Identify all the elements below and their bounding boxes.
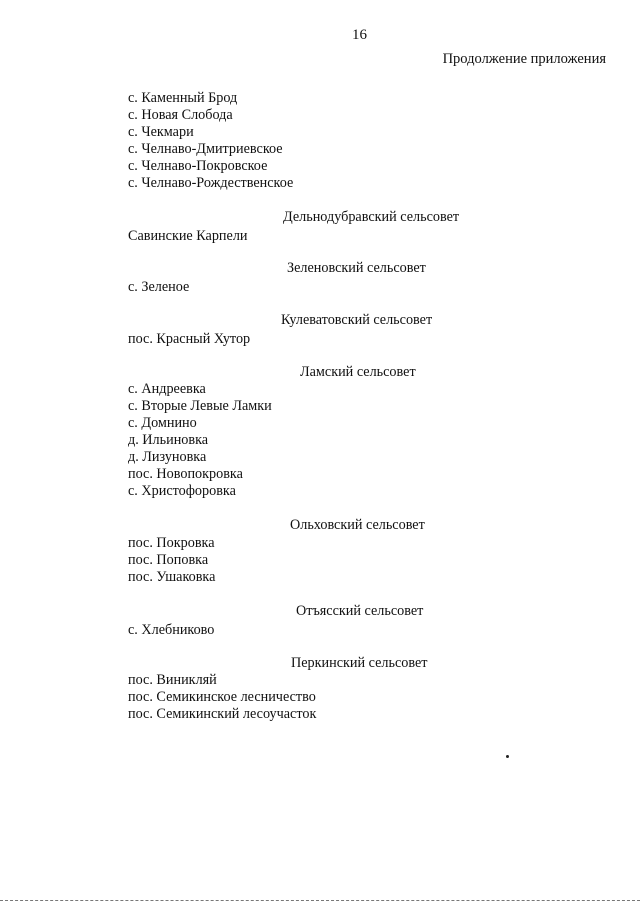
section-heading: Дельнодубравский сельсовет — [283, 209, 460, 225]
settlement-item: с. Чекмари — [128, 124, 194, 140]
page-number: 16 — [352, 27, 367, 43]
settlement-item: с. Вторые Левые Ламки — [128, 398, 272, 414]
settlement-item: пос. Семикинское лесничество — [128, 689, 316, 705]
settlement-item: Савинские Карпели — [128, 228, 248, 244]
settlement-item: пос. Новопокровка — [128, 466, 243, 482]
settlement-item: с. Домнино — [128, 415, 197, 431]
settlement-item: пос. Красный Хутор — [128, 331, 251, 347]
settlement-item: пос. Покровка — [128, 535, 215, 551]
settlement-item: пос. Семикинский лесоучасток — [128, 706, 317, 722]
settlement-item: с. Андреевка — [128, 381, 206, 397]
continuation-note: Продолжение приложения — [442, 51, 606, 67]
settlement-item: пос. Виникляй — [128, 672, 217, 688]
settlement-item: д. Ильиновка — [128, 432, 209, 448]
section-heading: Кулеватовский сельсовет — [281, 312, 433, 328]
section-heading: Отъясский сельсовет — [296, 603, 424, 619]
settlement-item: пос. Поповка — [128, 552, 209, 568]
settlement-item: с. Каменный Брод — [128, 90, 238, 106]
scan-edge-line — [0, 900, 640, 901]
settlement-item: с. Зеленое — [128, 279, 190, 295]
settlement-item: с. Христофоровка — [128, 483, 236, 499]
scan-speck — [506, 755, 509, 758]
settlement-item: с. Челнаво-Рождественское — [128, 175, 294, 191]
settlement-item: с. Хлебниково — [128, 622, 215, 638]
section-heading: Перкинский сельсовет — [291, 655, 428, 671]
settlement-item: д. Лизуновка — [128, 449, 207, 465]
settlement-item: с. Челнаво-Дмитриевское — [128, 141, 283, 157]
settlement-item: пос. Ушаковка — [128, 569, 216, 585]
settlement-item: с. Челнаво-Покровское — [128, 158, 268, 174]
section-heading: Ольховский сельсовет — [290, 517, 425, 533]
section-heading: Ламский сельсовет — [300, 364, 416, 380]
settlement-item: с. Новая Слобода — [128, 107, 233, 123]
section-heading: Зеленовский сельсовет — [287, 260, 426, 276]
